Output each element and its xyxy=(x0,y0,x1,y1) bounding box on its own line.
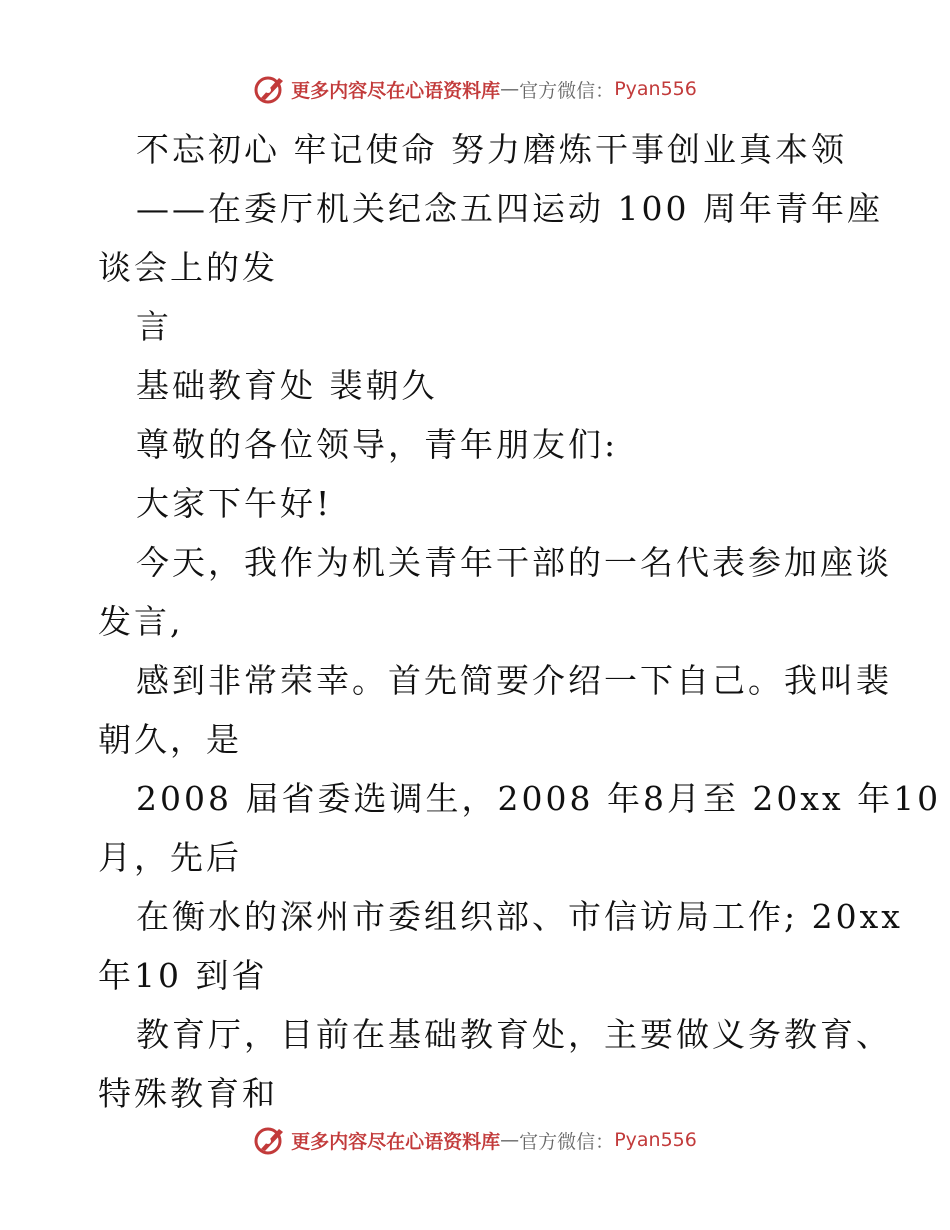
quill-seal-icon xyxy=(253,72,287,106)
watermark-separator: — xyxy=(500,1129,520,1151)
paragraph-line: 发言, xyxy=(98,602,184,641)
watermark-wechat-label: 官方微信： xyxy=(519,1130,615,1153)
title-line: 不忘初心 牢记使命 努力磨炼干事创业真本领 xyxy=(136,130,847,169)
watermark-separator: — xyxy=(500,78,520,100)
paragraph-line: 今天，我作为机关青年干部的一名代表参加座谈 xyxy=(136,543,892,582)
paragraph-line: 朝久，是 xyxy=(98,720,242,759)
document-body xyxy=(98,120,942,1123)
quill-seal-icon xyxy=(253,1123,287,1157)
paragraph-line: 感到非常荣幸。首先简要介绍一下自己。我叫裴 xyxy=(136,661,892,700)
watermark-site-text: 更多内容尽在心语资料库 xyxy=(291,79,501,102)
subtitle-line-end: 言 xyxy=(136,307,172,346)
watermark-wechat-id: Pyan556 xyxy=(614,78,697,100)
subtitle-line: ——在委厅机关纪念五四运动 100 周年青年座 xyxy=(136,189,883,228)
header-watermark xyxy=(0,72,950,106)
footer-watermark xyxy=(0,1123,950,1157)
paragraph-line: 在衡水的深州市委组织部、市信访局工作; 20xx xyxy=(136,897,903,936)
salutation-line: 尊敬的各位领导，青年朋友们: xyxy=(136,425,619,464)
watermark-wechat-label: 官方微信： xyxy=(519,79,615,102)
author-line: 基础教育处 裴朝久 xyxy=(136,366,438,405)
watermark-wechat-id: Pyan556 xyxy=(614,1129,697,1151)
paragraph-line: 年10 到省 xyxy=(98,956,268,995)
paragraph-line: 特殊教育和 xyxy=(98,1074,278,1113)
paragraph-line: 教育厅，目前在基础教育处，主要做义务教育、 xyxy=(136,1015,892,1054)
paragraph-line: 月，先后 xyxy=(98,838,242,877)
paragraph-line: 2008 届省委选调生，2008 年8月至 20xx 年10 xyxy=(136,779,942,818)
watermark-site-text: 更多内容尽在心语资料库 xyxy=(291,1130,501,1153)
greeting-line: 大家下午好! xyxy=(136,484,333,523)
subtitle-line-cont: 谈会上的发 xyxy=(98,248,278,287)
